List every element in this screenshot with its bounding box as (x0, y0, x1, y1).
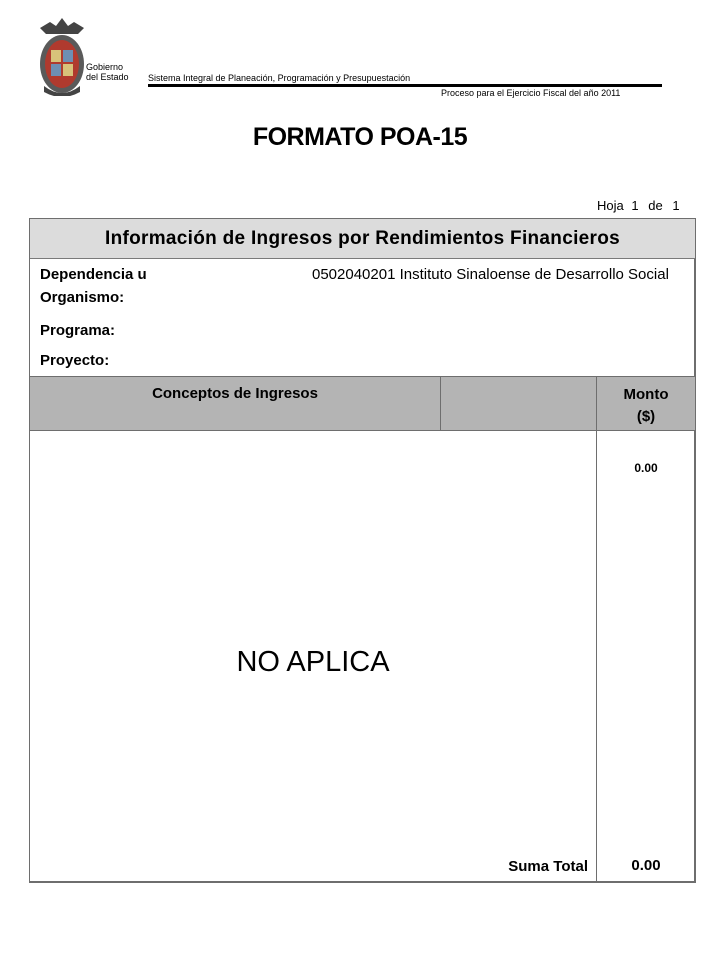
gobierno-label: Gobierno (86, 62, 124, 72)
monto-value: 0.00 (634, 461, 658, 475)
sheet-indicator (597, 198, 680, 213)
no-aplica-text: NO APLICA (236, 646, 390, 678)
suma-total-label: Suma Total (508, 858, 588, 875)
state-seal-icon (36, 16, 88, 96)
hoja-current: 1 (631, 198, 639, 213)
proceso-label: Proceso para el Ejercicio Fiscal del año 2011 (441, 88, 621, 98)
dependencia-value: 0502040201 Instituto Sinaloense de Desarrollo Social (312, 266, 669, 283)
header-divider (148, 84, 662, 87)
page-title: FORMATO POA-15 (252, 123, 468, 151)
sistema-label: Sistema Integral de Planeación, Programación y Presupuestación (148, 73, 411, 83)
col-conceptos-header: Conceptos de Ingresos (152, 385, 318, 402)
proyecto-label: Proyecto: (40, 352, 110, 369)
suma-total-value: 0.00 (631, 857, 661, 874)
programa-label: Programa: (40, 322, 116, 339)
form-heading: Información de Ingresos por Rendimientos Financieros (30, 219, 695, 259)
hoja-total: 1 (672, 198, 680, 213)
column-divider (440, 376, 441, 431)
del-estado-label: del Estado (86, 72, 129, 82)
dependencia-label: Dependencia u Organismo: (40, 266, 147, 306)
hoja-sep: de (648, 198, 663, 213)
hoja-label: Hoja (597, 198, 624, 213)
column-divider (596, 376, 597, 883)
col-monto-header: Monto ($) (623, 386, 669, 425)
